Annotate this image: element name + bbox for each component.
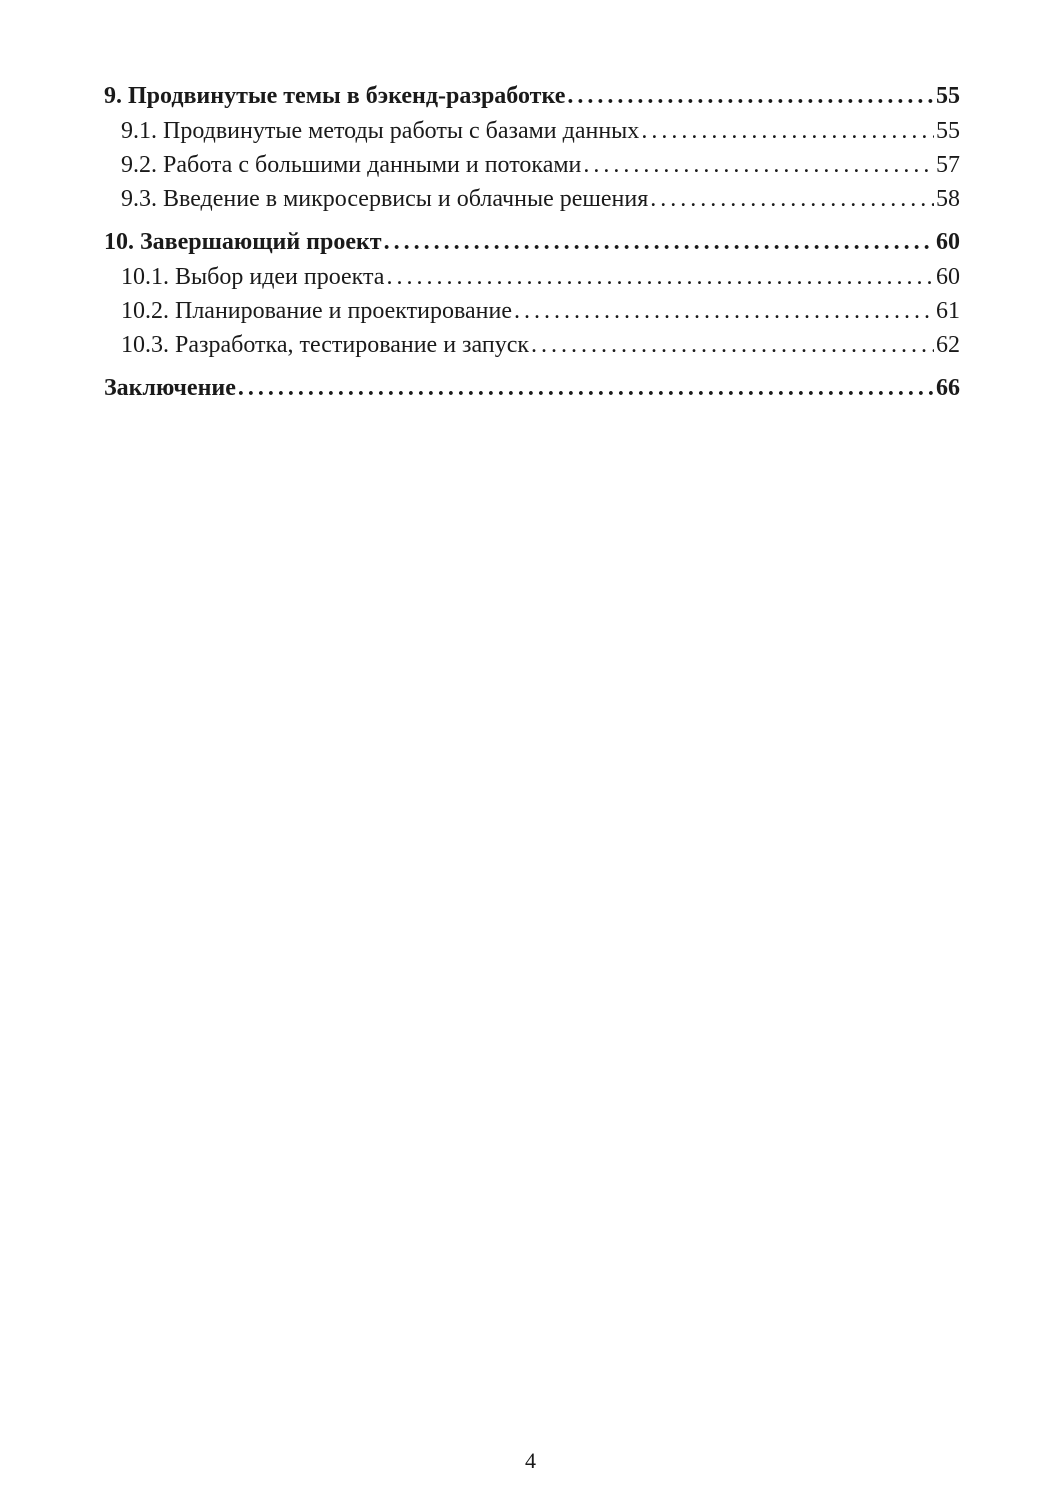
toc-entry-page: 55	[936, 83, 960, 109]
toc-leader-dots	[238, 370, 934, 406]
toc-entry-page: 62	[936, 332, 960, 358]
toc-entry-title: 10. Завершающий проект	[104, 229, 382, 255]
toc-section-9-3[interactable]	[104, 182, 960, 216]
toc-leader-dots	[531, 328, 934, 362]
toc-conclusion[interactable]	[104, 370, 960, 406]
toc-entry-title: 9.3. Введение в микросервисы и облачные решения	[121, 186, 649, 212]
toc-entry-page: 66	[936, 375, 960, 401]
toc-leader-dots	[384, 224, 934, 260]
toc-entry-title: 10.1. Выбор идеи проекта	[121, 264, 385, 290]
toc-entry-title: 10.2. Планирование и проектирование	[121, 298, 512, 324]
toc-entry-page: 60	[936, 264, 960, 290]
toc-entry-page: 55	[936, 118, 960, 144]
toc-entry-page: 58	[936, 186, 960, 212]
toc-entry-title: 9.1. Продвинутые методы работы с базами данных	[121, 118, 640, 144]
toc-chapter-9[interactable]	[104, 78, 960, 114]
table-of-contents	[104, 78, 960, 406]
toc-entry-title: Заключение	[104, 375, 236, 401]
toc-entry-title: 9.2. Работа с большими данными и потоками	[121, 152, 582, 178]
toc-section-10-2[interactable]	[104, 294, 960, 328]
toc-entry-page: 61	[936, 298, 960, 324]
toc-leader-dots	[567, 78, 934, 114]
toc-entry-title: 10.3. Разработка, тестирование и запуск	[121, 332, 530, 358]
toc-section-10-1[interactable]	[104, 260, 960, 294]
toc-entry-page: 60	[936, 229, 960, 255]
toc-section-9-1[interactable]	[104, 114, 960, 148]
toc-section-10-3[interactable]	[104, 328, 960, 362]
toc-leader-dots	[514, 294, 934, 328]
toc-leader-dots	[641, 114, 934, 148]
toc-entry-page: 57	[936, 152, 960, 178]
toc-leader-dots	[386, 260, 934, 294]
toc-section-9-2[interactable]	[104, 148, 960, 182]
page-number: 4	[525, 1448, 536, 1473]
toc-leader-dots	[650, 182, 934, 216]
toc-entry-title: 9. Продвинутые темы в бэкенд-разработке	[104, 83, 566, 109]
toc-chapter-10[interactable]	[104, 224, 960, 260]
toc-leader-dots	[583, 148, 934, 182]
